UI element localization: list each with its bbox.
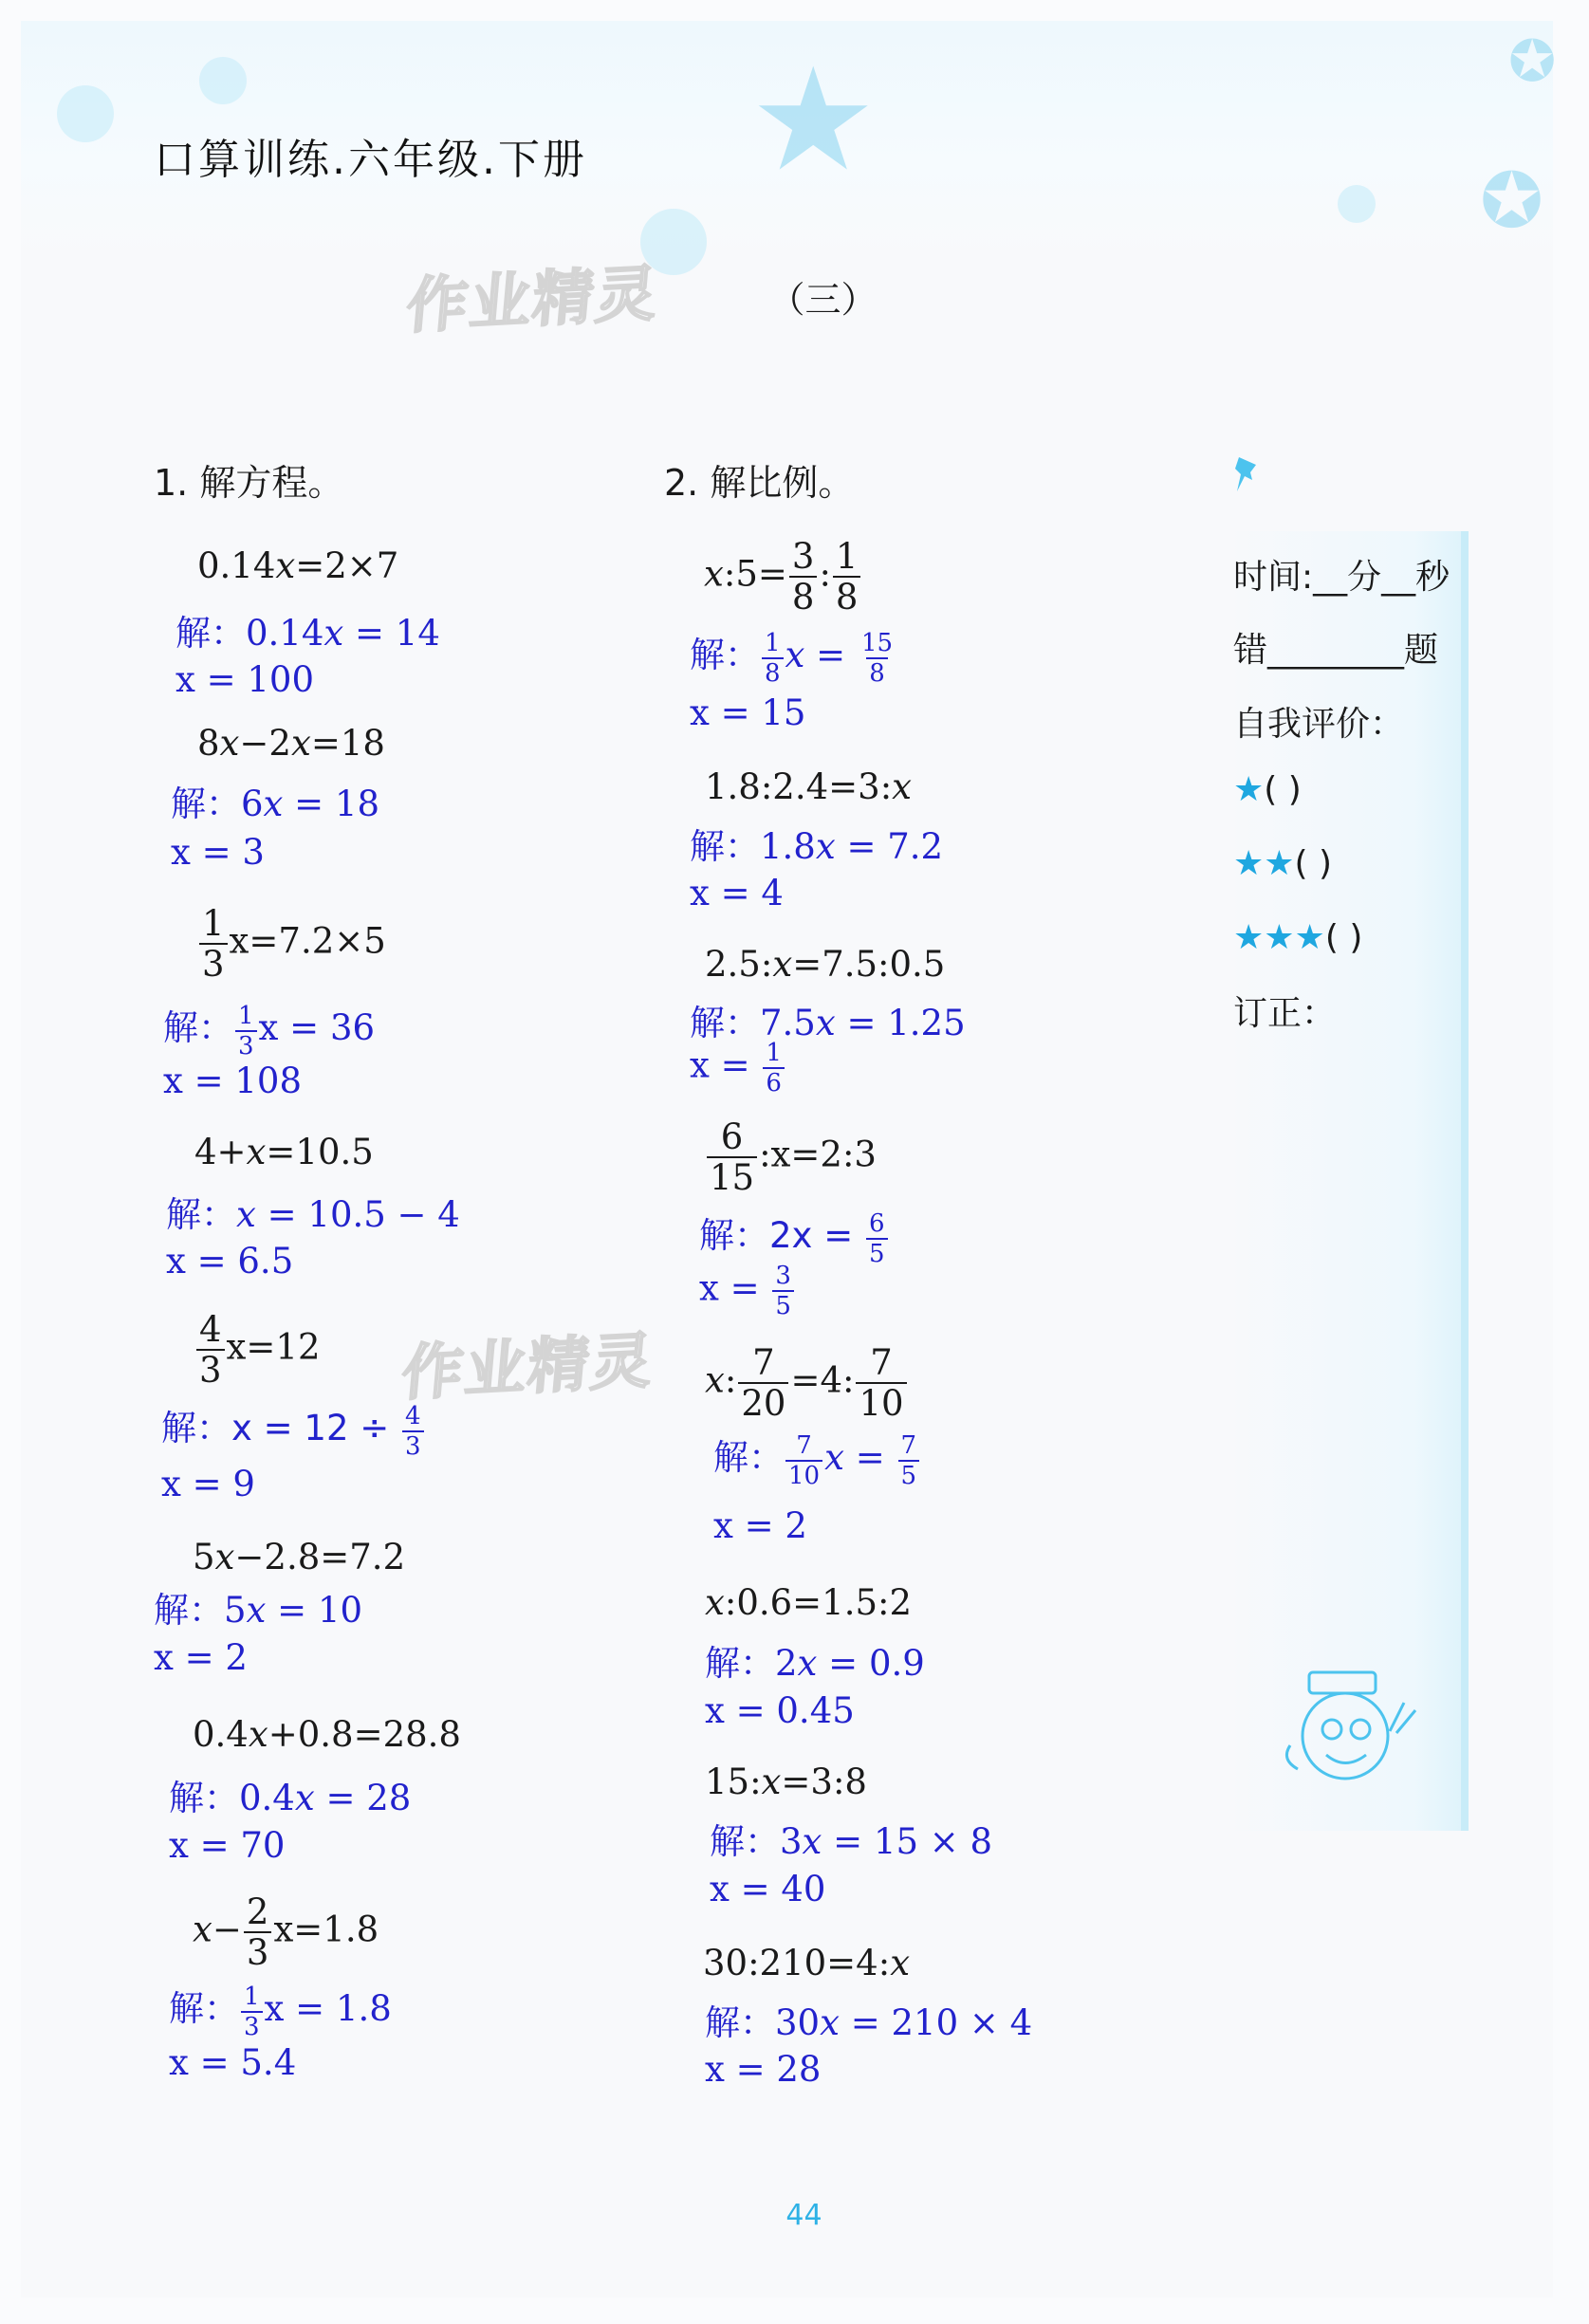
mascot-icon	[1271, 1665, 1432, 1798]
proportion: $\frac{6}{15}$ :x=2:3	[705, 1119, 877, 1195]
bubble-decoration-icon	[57, 85, 114, 142]
answer-line: x = 28	[705, 2049, 822, 2090]
watermark: 作业精灵	[398, 1326, 657, 1410]
answer-line: x = 0.45	[705, 1690, 855, 1731]
equation: 0.4x+0.8=28.8	[193, 1714, 461, 1755]
answer-line: 解： $\frac{1}{3}$ x = 1.8	[169, 1982, 392, 2041]
answer-line: x = 5.4	[169, 2042, 297, 2083]
star-icon: ★★	[1233, 844, 1295, 883]
answer-line: 解： $\frac{1}{3}$ x = 36	[163, 1001, 376, 1061]
self-eval-label: 自我评价：	[1233, 705, 1405, 744]
answer-line: 解：1.8x = 7.2	[690, 826, 944, 867]
equation: 0.14x=2×7	[197, 545, 399, 586]
equation: 8x−2x=18	[197, 723, 385, 764]
answer-line: x = 2	[713, 1505, 807, 1546]
star-decoration-icon: ★	[749, 38, 878, 203]
time-field: 时间:__分__秒	[1233, 558, 1450, 597]
answer-line: 解：0.4x = 28	[169, 1778, 412, 1818]
answer-line: x = 108	[163, 1061, 303, 1101]
answer-line: x = 40	[710, 1869, 826, 1909]
errors-field: 错________题	[1233, 631, 1439, 670]
equation: 4+x=10.5	[194, 1132, 374, 1172]
pushpin-icon	[1231, 455, 1260, 497]
answer-line: x = 6.5	[166, 1241, 294, 1282]
q2-heading: 2. 解比例。	[664, 462, 855, 504]
proportion: x:0.6=1.5:2	[705, 1582, 913, 1623]
answer-line: x = 9	[161, 1464, 255, 1504]
proportion: 15:x=3:8	[705, 1761, 867, 1802]
answer-line: 解：2x = 0.9	[705, 1643, 925, 1684]
star-icon: ★	[1233, 770, 1265, 809]
answer-line: x = 70	[169, 1825, 286, 1866]
answer-line: x = 100	[176, 659, 315, 700]
answer-line: 解：5x = 10	[154, 1590, 363, 1631]
section-title: （三）	[768, 279, 878, 321]
answer-line: x = $\frac{3}{5}$	[699, 1263, 796, 1319]
equation: 5x−2.8=7.2	[193, 1537, 406, 1577]
star-decoration-icon: ✪	[1480, 157, 1544, 245]
page-number: 44	[785, 2199, 822, 2232]
proportion: x: $\frac{7}{20}$ =4: $\frac{7}{10}$	[705, 1345, 909, 1421]
rating-three-star: ★★★( )	[1233, 918, 1363, 957]
equation: $\frac{4}{3}$ x=12	[194, 1312, 321, 1388]
answer-line: 解：7.5x = 1.25	[690, 1003, 966, 1043]
answer-line: 解： $\frac{1}{8}$ x = $\frac{15}{8}$	[690, 628, 894, 688]
answer-line: 解：30x = 210 × 4	[705, 2002, 1033, 2043]
proportion: 2.5:x=7.5:0.5	[705, 944, 946, 985]
bubble-decoration-icon	[1338, 185, 1376, 223]
star-icon: ★★★	[1233, 918, 1325, 957]
answer-line: 解：3x = 15 × 8	[710, 1821, 993, 1862]
answer-line: 解：0.14x = 14	[176, 613, 440, 654]
answer-line: x = 2	[154, 1637, 248, 1678]
answer-line: 解：6x = 18	[171, 784, 380, 824]
answer-line: 解：x = 12 ÷ $\frac{4}{3}$	[161, 1399, 426, 1459]
equation: x− $\frac{2}{3}$ x=1.8	[193, 1891, 379, 1973]
star-decoration-icon: ✪	[1508, 28, 1557, 95]
answer-line: x = 4	[690, 873, 784, 913]
watermark: 作业精灵	[403, 259, 662, 342]
proportion: 30:210=4:x	[703, 1943, 911, 1983]
rating-two-star: ★★( )	[1233, 844, 1333, 883]
answer-line: x = 15	[690, 692, 806, 733]
proportion: x:5= $\frac{3}{8}$ : $\frac{1}{8}$	[704, 539, 862, 615]
correction-label: 订正：	[1233, 994, 1337, 1033]
answer-line: x = 3	[171, 832, 265, 873]
answer-line: 解：2x = $\frac{6}{5}$	[699, 1207, 890, 1266]
rating-one-star: ★( )	[1233, 770, 1302, 809]
equation: $\frac{1}{3}$ x=7.2×5	[197, 906, 386, 982]
bubble-decoration-icon	[199, 57, 247, 104]
q1-heading: 1. 解方程。	[154, 462, 344, 504]
proportion: 1.8:2.4=3:x	[705, 766, 913, 807]
answer-line: x = $\frac{1}{6}$	[690, 1041, 786, 1096]
answer-line: 解：x = 10.5 − 4	[166, 1194, 460, 1235]
answer-line: 解： $\frac{7}{10}$ x = $\frac{7}{5}$	[713, 1429, 921, 1488]
book-title: 口算训练.六年级.下册	[154, 136, 587, 184]
